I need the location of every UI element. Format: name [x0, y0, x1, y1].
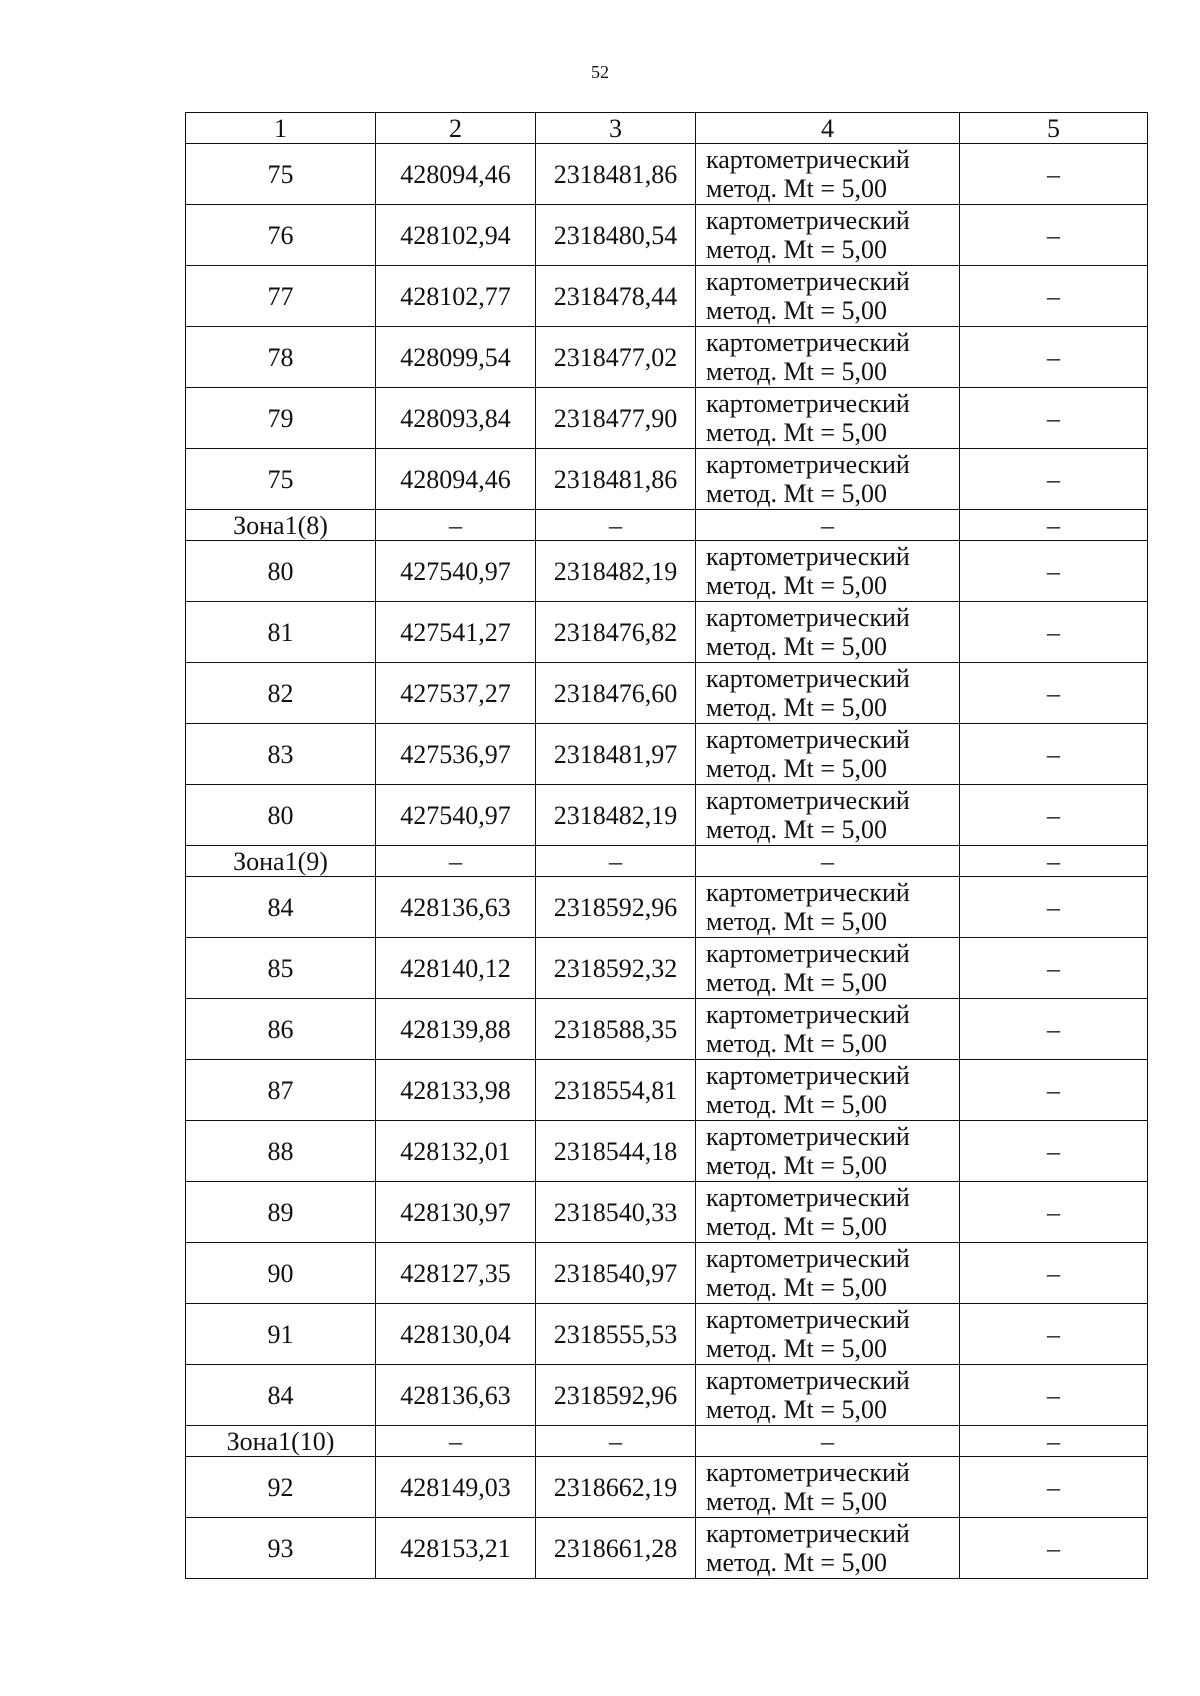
point-number: 92	[186, 1457, 376, 1518]
note-cell: –	[960, 541, 1148, 602]
coordinate-y: 2318592,32	[536, 938, 696, 999]
note-cell: –	[960, 1060, 1148, 1121]
table-row	[186, 449, 1148, 510]
column-header-4: 4	[696, 113, 960, 144]
note-cell: –	[960, 1304, 1148, 1365]
point-number: 86	[186, 999, 376, 1060]
method-accuracy: метод. Mt = 5,00	[706, 1548, 887, 1577]
note-cell: –	[960, 144, 1148, 205]
table-row	[186, 266, 1148, 327]
method-cell	[696, 1518, 960, 1579]
coordinate-x: 428136,63	[376, 877, 536, 938]
coordinate-x: 427536,97	[376, 724, 536, 785]
point-number: 81	[186, 602, 376, 663]
note-cell: –	[960, 602, 1148, 663]
note-cell: –	[960, 510, 1148, 541]
point-number: 89	[186, 1182, 376, 1243]
point-number: 78	[186, 327, 376, 388]
coordinate-x: 428136,63	[376, 1365, 536, 1426]
note-cell: –	[960, 327, 1148, 388]
coordinate-y: 2318481,86	[536, 144, 696, 205]
note-cell: –	[960, 724, 1148, 785]
table-row	[186, 1243, 1148, 1304]
table-row	[186, 205, 1148, 266]
zone-row	[186, 1426, 1148, 1457]
method-cell	[696, 327, 960, 388]
zone-label: Зона1(8)	[186, 510, 376, 541]
coordinate-x: 427537,27	[376, 663, 536, 724]
coordinate-x: 427540,97	[376, 785, 536, 846]
coordinate-x: 428140,12	[376, 938, 536, 999]
method-cell	[696, 388, 960, 449]
method-cell	[696, 663, 960, 724]
zone-row	[186, 846, 1148, 877]
method-accuracy: метод. Mt = 5,00	[706, 693, 887, 722]
coordinate-y: 2318482,19	[536, 785, 696, 846]
point-number: 87	[186, 1060, 376, 1121]
coordinate-x: 428094,46	[376, 144, 536, 205]
method-accuracy: метод. Mt = 5,00	[706, 235, 887, 264]
method-cell	[696, 938, 960, 999]
coordinate-y: 2318477,02	[536, 327, 696, 388]
method-cell	[696, 205, 960, 266]
note-cell: –	[960, 205, 1148, 266]
method-cell	[696, 1365, 960, 1426]
coordinate-y: 2318476,82	[536, 602, 696, 663]
method-accuracy: метод. Mt = 5,00	[706, 815, 887, 844]
coordinate-x: 428102,94	[376, 205, 536, 266]
column-header-2: 2	[376, 113, 536, 144]
coordinate-x: 428102,77	[376, 266, 536, 327]
coordinate-y: –	[536, 510, 696, 541]
coordinate-x: 428130,04	[376, 1304, 536, 1365]
coordinate-y: –	[536, 846, 696, 877]
method-name: картометрический	[706, 1000, 910, 1029]
method-accuracy: метод. Mt = 5,00	[706, 1334, 887, 1363]
coordinates-table-body	[186, 113, 1148, 1579]
note-cell: –	[960, 1457, 1148, 1518]
coordinate-y: 2318476,60	[536, 663, 696, 724]
point-number: 93	[186, 1518, 376, 1579]
method-cell	[696, 1457, 960, 1518]
coordinate-y: 2318481,86	[536, 449, 696, 510]
table-row	[186, 999, 1148, 1060]
point-number: 75	[186, 144, 376, 205]
note-cell: –	[960, 1182, 1148, 1243]
note-cell: –	[960, 663, 1148, 724]
point-number: 82	[186, 663, 376, 724]
column-header-1: 1	[186, 113, 376, 144]
note-cell: –	[960, 785, 1148, 846]
method-name: картометрический	[706, 1366, 910, 1395]
coordinate-x: 428132,01	[376, 1121, 536, 1182]
method-cell	[696, 1243, 960, 1304]
note-cell: –	[960, 846, 1148, 877]
coordinate-y: 2318662,19	[536, 1457, 696, 1518]
table-row	[186, 1518, 1148, 1579]
table-row	[186, 144, 1148, 205]
method-cell	[696, 1060, 960, 1121]
coordinate-y: 2318544,18	[536, 1121, 696, 1182]
coordinate-y: 2318478,44	[536, 266, 696, 327]
method-name: картометрический	[706, 389, 910, 418]
method-name: картометрический	[706, 603, 910, 632]
method-name: картометрический	[706, 1244, 910, 1273]
coordinate-y: 2318481,97	[536, 724, 696, 785]
method-cell	[696, 144, 960, 205]
method-name: картометрический	[706, 267, 910, 296]
method-accuracy: метод. Mt = 5,00	[706, 296, 887, 325]
method-accuracy: метод. Mt = 5,00	[706, 968, 887, 997]
method-accuracy: метод. Mt = 5,00	[706, 174, 887, 203]
point-number: 76	[186, 205, 376, 266]
point-number: 75	[186, 449, 376, 510]
page-number: 52	[591, 62, 609, 82]
header-row	[186, 113, 1148, 144]
table-row	[186, 1457, 1148, 1518]
table-row	[186, 1304, 1148, 1365]
note-cell: –	[960, 449, 1148, 510]
method-cell	[696, 1304, 960, 1365]
coordinate-y: 2318592,96	[536, 877, 696, 938]
table-row	[186, 663, 1148, 724]
method-accuracy: метод. Mt = 5,00	[706, 1487, 887, 1516]
method-accuracy: метод. Mt = 5,00	[706, 1395, 887, 1424]
coordinate-x: 428153,21	[376, 1518, 536, 1579]
coordinate-x: –	[376, 846, 536, 877]
point-number: 80	[186, 785, 376, 846]
table-row	[186, 1365, 1148, 1426]
coordinate-y: 2318588,35	[536, 999, 696, 1060]
coordinate-y: 2318540,97	[536, 1243, 696, 1304]
table-row	[186, 602, 1148, 663]
note-cell: –	[960, 1243, 1148, 1304]
note-cell: –	[960, 1365, 1148, 1426]
table-row	[186, 388, 1148, 449]
table-row	[186, 1121, 1148, 1182]
table-row	[186, 785, 1148, 846]
coordinate-x: 428127,35	[376, 1243, 536, 1304]
method-name: картометрический	[706, 878, 910, 907]
point-number: 83	[186, 724, 376, 785]
coordinate-x: –	[376, 1426, 536, 1457]
method-accuracy: метод. Mt = 5,00	[706, 1029, 887, 1058]
coordinate-x: 427541,27	[376, 602, 536, 663]
note-cell: –	[960, 1426, 1148, 1457]
method-accuracy: метод. Mt = 5,00	[706, 1273, 887, 1302]
coordinate-x: 428133,98	[376, 1060, 536, 1121]
method-cell	[696, 1121, 960, 1182]
method-accuracy: метод. Mt = 5,00	[706, 1212, 887, 1241]
point-number: 77	[186, 266, 376, 327]
column-header-3: 3	[536, 113, 696, 144]
method-accuracy: метод. Mt = 5,00	[706, 1151, 887, 1180]
method-name: картометрический	[706, 542, 910, 571]
note-cell: –	[960, 877, 1148, 938]
method-cell	[696, 449, 960, 510]
method-cell	[696, 785, 960, 846]
method-accuracy: метод. Mt = 5,00	[706, 571, 887, 600]
point-number: 88	[186, 1121, 376, 1182]
point-number: 85	[186, 938, 376, 999]
method-name: картометрический	[706, 664, 910, 693]
method-name: картометрический	[706, 1122, 910, 1151]
coordinate-x: –	[376, 510, 536, 541]
method-name: картометрический	[706, 939, 910, 968]
method-name: картометрический	[706, 450, 910, 479]
method-cell: –	[696, 1426, 960, 1457]
zone-label: Зона1(10)	[186, 1426, 376, 1457]
coordinate-x: 428149,03	[376, 1457, 536, 1518]
point-number: 90	[186, 1243, 376, 1304]
method-accuracy: метод. Mt = 5,00	[706, 357, 887, 386]
coordinate-x: 428093,84	[376, 388, 536, 449]
note-cell: –	[960, 999, 1148, 1060]
coordinate-x: 428139,88	[376, 999, 536, 1060]
method-cell: –	[696, 846, 960, 877]
method-name: картометрический	[706, 206, 910, 235]
method-accuracy: метод. Mt = 5,00	[706, 907, 887, 936]
note-cell: –	[960, 938, 1148, 999]
method-cell: –	[696, 510, 960, 541]
coordinate-y: 2318554,81	[536, 1060, 696, 1121]
method-name: картометрический	[706, 1458, 910, 1487]
point-number: 84	[186, 877, 376, 938]
coordinate-x: 428094,46	[376, 449, 536, 510]
method-name: картометрический	[706, 725, 910, 754]
coordinates-table	[185, 112, 1148, 1579]
table-row	[186, 877, 1148, 938]
method-accuracy: метод. Mt = 5,00	[706, 1090, 887, 1119]
coordinate-x: 428099,54	[376, 327, 536, 388]
method-name: картометрический	[706, 1519, 910, 1548]
method-accuracy: метод. Mt = 5,00	[706, 632, 887, 661]
coordinate-y: 2318482,19	[536, 541, 696, 602]
coordinate-x: 428130,97	[376, 1182, 536, 1243]
method-accuracy: метод. Mt = 5,00	[706, 479, 887, 508]
method-name: картометрический	[706, 1061, 910, 1090]
method-cell	[696, 999, 960, 1060]
method-name: картометрический	[706, 786, 910, 815]
method-name: картометрический	[706, 328, 910, 357]
method-cell	[696, 724, 960, 785]
method-accuracy: метод. Mt = 5,00	[706, 418, 887, 447]
table-row	[186, 327, 1148, 388]
point-number: 80	[186, 541, 376, 602]
coordinate-y: 2318477,90	[536, 388, 696, 449]
method-name: картометрический	[706, 1183, 910, 1212]
method-name: картометрический	[706, 1305, 910, 1334]
table-row	[186, 541, 1148, 602]
table-row	[186, 724, 1148, 785]
note-cell: –	[960, 1518, 1148, 1579]
method-cell	[696, 877, 960, 938]
note-cell: –	[960, 1121, 1148, 1182]
table-row	[186, 1182, 1148, 1243]
point-number: 84	[186, 1365, 376, 1426]
note-cell: –	[960, 388, 1148, 449]
method-cell	[696, 1182, 960, 1243]
coordinate-y: 2318592,96	[536, 1365, 696, 1426]
table-row	[186, 1060, 1148, 1121]
note-cell: –	[960, 266, 1148, 327]
point-number: 79	[186, 388, 376, 449]
method-cell	[696, 541, 960, 602]
coordinate-y: 2318555,53	[536, 1304, 696, 1365]
table-row	[186, 938, 1148, 999]
coordinate-y: 2318661,28	[536, 1518, 696, 1579]
coordinate-x: 427540,97	[376, 541, 536, 602]
method-cell	[696, 266, 960, 327]
column-header-5: 5	[960, 113, 1148, 144]
coordinate-y: 2318540,33	[536, 1182, 696, 1243]
method-name: картометрический	[706, 145, 910, 174]
coordinate-y: 2318480,54	[536, 205, 696, 266]
point-number: 91	[186, 1304, 376, 1365]
zone-label: Зона1(9)	[186, 846, 376, 877]
zone-row	[186, 510, 1148, 541]
coordinate-y: –	[536, 1426, 696, 1457]
method-cell	[696, 602, 960, 663]
method-accuracy: метод. Mt = 5,00	[706, 754, 887, 783]
